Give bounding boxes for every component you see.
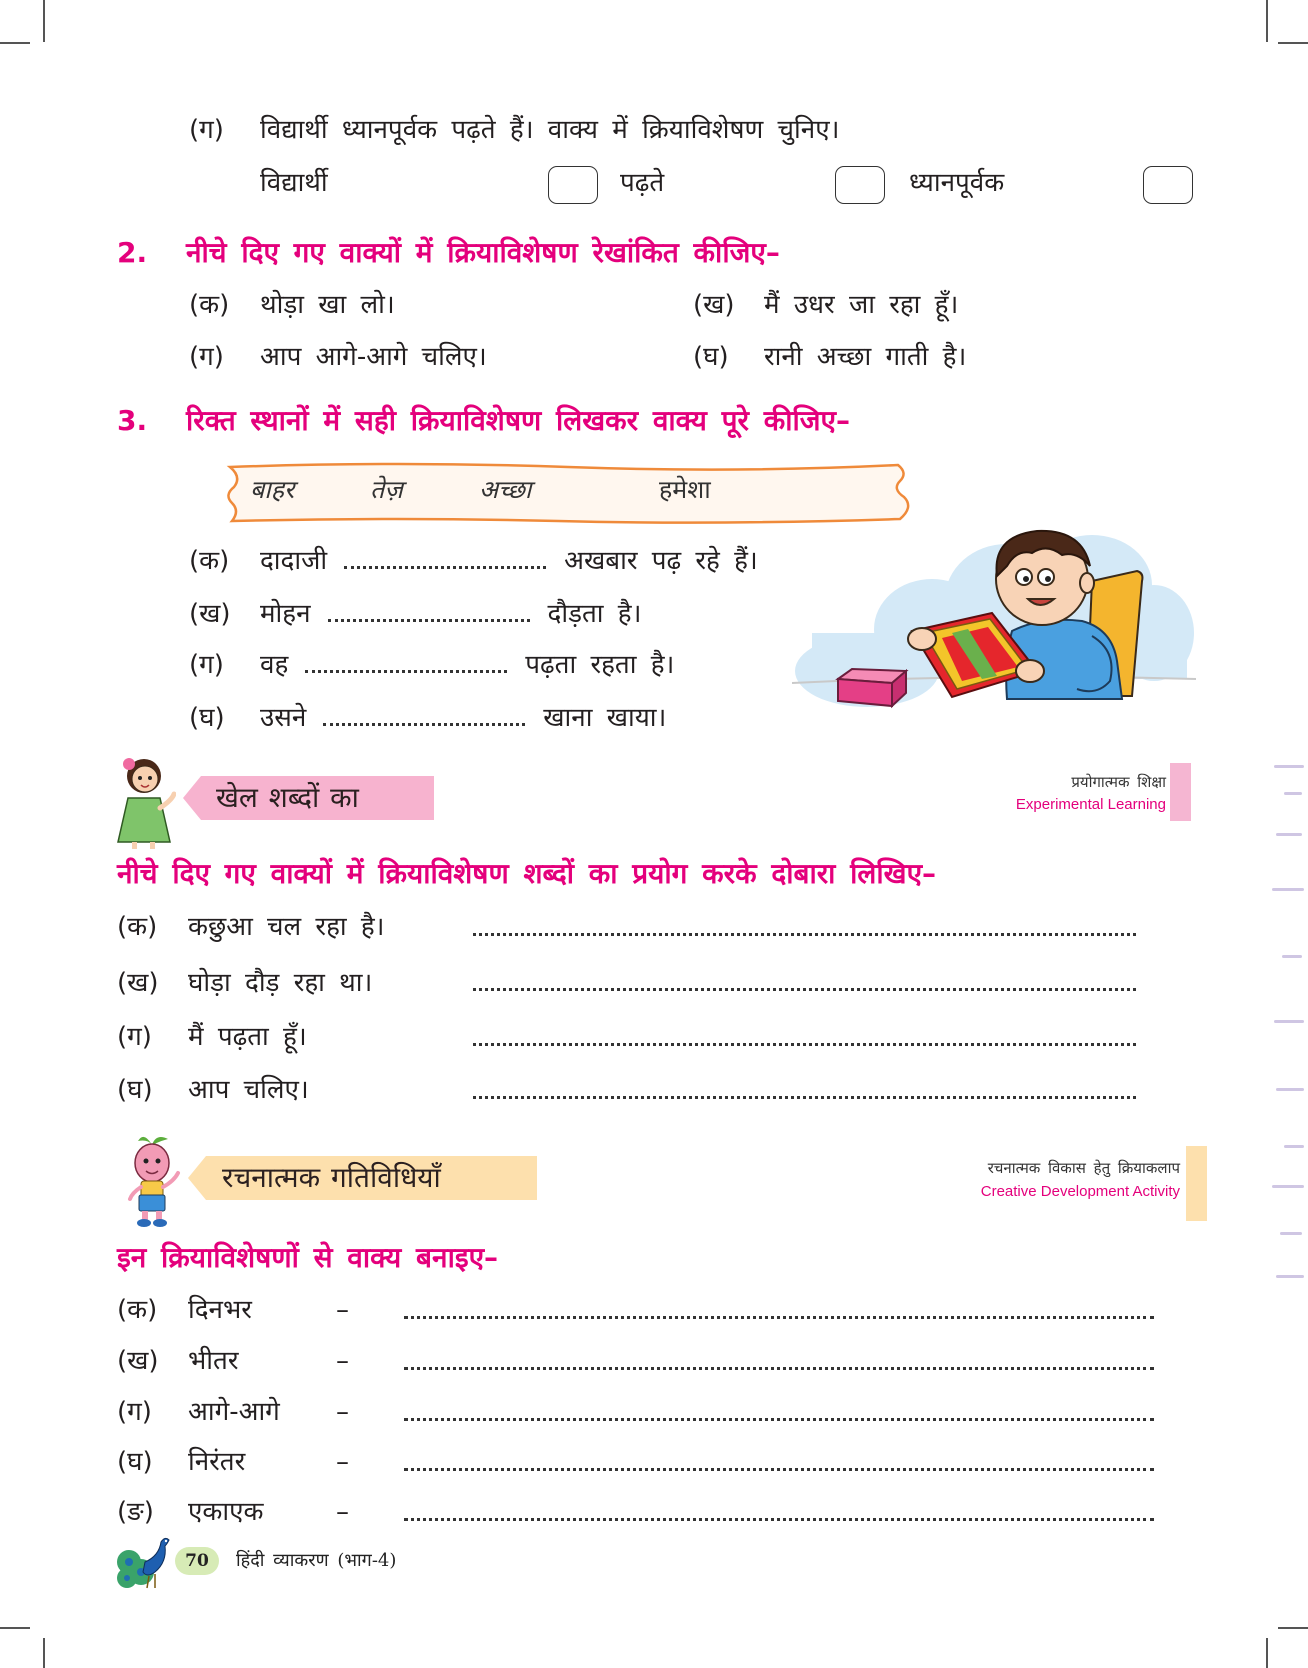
option-3-answer-box[interactable]: [1143, 166, 1193, 204]
option-1-answer-box[interactable]: [548, 166, 598, 204]
word-bank-frame: [218, 459, 918, 525]
rachna-tag-english: Creative Development Activity: [980, 1183, 1180, 1200]
section-3-item-kha: [189, 596, 641, 632]
item-word: एकाएक: [188, 1497, 264, 1527]
fruit-kid-mascot-icon: [122, 1133, 182, 1228]
item-dash: –: [336, 1497, 349, 1527]
page-number: 70: [175, 1547, 219, 1575]
option-2-answer-box[interactable]: [835, 166, 885, 204]
fill-blank[interactable]: [323, 723, 525, 726]
margin-streak: [1276, 833, 1302, 836]
item-word: निरंतर: [188, 1447, 246, 1477]
item-label: (ख): [117, 1346, 159, 1376]
rachna-banner-title: रचनात्मक गतिविधियाँ: [222, 1161, 441, 1194]
rachna-item-ga: [117, 1394, 280, 1430]
margin-streak: [1284, 1145, 1304, 1148]
section-2-number: 2.: [117, 236, 148, 269]
item-label: (ख): [693, 290, 735, 320]
margin-streak: [1272, 888, 1304, 891]
write-line[interactable]: [404, 1518, 1154, 1521]
khel-tag-hindi: प्रयोगात्मक शिक्षा: [1071, 773, 1166, 791]
khel-item-ka: [117, 909, 385, 945]
write-line[interactable]: [404, 1367, 1154, 1370]
crop-mark-top-left-h: [0, 42, 30, 44]
section-2-item-kha: [693, 287, 958, 323]
item-label: (ग): [189, 342, 224, 372]
item-after: अखबार पढ़ रहे हैं।: [564, 546, 758, 576]
rachna-item-nga: [117, 1494, 263, 1530]
item-text: घोड़ा दौड़ रहा था।: [188, 968, 373, 998]
write-line[interactable]: [473, 1043, 1136, 1046]
margin-streak: [1280, 1232, 1302, 1235]
option-2-text: पढ़ते: [620, 168, 665, 198]
fill-blank[interactable]: [344, 566, 546, 569]
margin-streak: [1276, 1088, 1304, 1091]
margin-streak: [1272, 1185, 1304, 1188]
item-label: (ङ): [117, 1497, 154, 1527]
khel-heading: नीचे दिए गए वाक्यों में क्रियाविशेषण शब्दों का प्रयोग करके दोबारा लिखिए–: [117, 857, 937, 890]
item-dash: –: [336, 1397, 349, 1427]
item-word: भीतर: [188, 1346, 239, 1376]
question-g-text: विद्यार्थी ध्यानपूर्वक पढ़ते हैं। वाक्य में क्रियाविशेषण चुनिए।: [260, 115, 840, 145]
khel-banner-title: खेल शब्दों का: [216, 781, 359, 814]
write-line[interactable]: [404, 1316, 1154, 1319]
item-after: दौड़ता है।: [547, 599, 642, 629]
section-3-number: 3.: [117, 404, 148, 437]
option-3-text: ध्यानपूर्वक: [909, 168, 1005, 198]
item-before: दादाजी: [260, 546, 328, 576]
item-text: मैं उधर जा रहा हूँ।: [764, 290, 959, 320]
item-dash: –: [336, 1295, 349, 1325]
write-line[interactable]: [473, 988, 1136, 991]
option-1-text: विद्यार्थी: [260, 168, 328, 198]
item-text: रानी अच्छा गाती है।: [764, 342, 967, 372]
margin-streak: [1276, 1275, 1304, 1278]
khel-tag-english: Experimental Learning: [1015, 796, 1166, 813]
section-3-heading: रिक्त स्थानों में सही क्रियाविशेषण लिखकर वाक्य पूरे कीजिए–: [186, 404, 851, 437]
crop-mark-top-right-v: [1266, 0, 1268, 42]
crop-mark-top-left-v: [43, 0, 45, 42]
rachna-tag-hindi: रचनात्मक विकास हेतु क्रियाकलाप: [987, 1159, 1180, 1177]
rachna-item-ka: [117, 1292, 252, 1328]
fill-blank[interactable]: [305, 670, 507, 673]
item-text: मैं पढ़ता हूँ।: [188, 1022, 307, 1052]
book-title: हिंदी व्याकरण (भाग-4): [236, 1550, 397, 1571]
khel-tag-bar: [1170, 763, 1191, 821]
rachna-item-gha: [117, 1444, 245, 1480]
margin-streak: [1282, 955, 1302, 958]
crop-mark-top-right-h: [1278, 42, 1308, 44]
section-2-heading: नीचे दिए गए वाक्यों में क्रियाविशेषण रेखांकित कीजिए–: [186, 236, 780, 269]
khel-item-gha: [117, 1072, 309, 1108]
item-label: (ग): [117, 1397, 152, 1427]
crop-mark-bottom-right-h: [1278, 1627, 1308, 1629]
pink-box: [838, 669, 906, 706]
write-line[interactable]: [404, 1418, 1154, 1421]
item-label: (घ): [189, 703, 225, 733]
question-g: [189, 112, 839, 148]
item-after: पढ़ता रहता है।: [525, 650, 675, 680]
khel-item-kha: [117, 965, 372, 1001]
item-label: (क): [117, 1295, 158, 1325]
section-2-item-ka: [189, 287, 395, 323]
rachna-heading: इन क्रियाविशेषणों से वाक्य बनाइए–: [117, 1241, 499, 1274]
item-word: आगे-आगे: [188, 1397, 280, 1427]
margin-streak: [1274, 765, 1304, 768]
crop-mark-bottom-right-v: [1266, 1638, 1268, 1668]
crop-mark-bottom-left-v: [43, 1638, 45, 1668]
word-bank-word: तेज़: [370, 475, 403, 504]
word-bank-word: अच्छा: [479, 475, 532, 504]
item-dash: –: [336, 1447, 349, 1477]
item-before: वह: [260, 650, 289, 680]
fill-blank[interactable]: [328, 619, 530, 622]
item-label: (क): [189, 290, 230, 320]
girl-mascot-icon: [112, 750, 176, 850]
word-bank-word: बाहर: [250, 475, 295, 504]
peacock-icon: [115, 1532, 175, 1590]
item-text: थोड़ा खा लो।: [260, 290, 395, 320]
margin-streak: [1274, 1020, 1304, 1023]
section-2-item-gha: [693, 339, 966, 375]
section-3-item-gha: [189, 700, 666, 736]
item-before: उसने: [260, 703, 307, 733]
section-3-item-ga: [189, 647, 674, 683]
rachna-tag-bar: [1186, 1146, 1207, 1221]
item-before: मोहन: [260, 599, 311, 629]
word-bank-word: हमेशा: [659, 475, 711, 504]
margin-streak: [1284, 792, 1302, 795]
write-line[interactable]: [473, 1096, 1136, 1099]
item-text: आप चलिए।: [188, 1075, 309, 1105]
word-bank-box: [218, 459, 918, 525]
item-word: दिनभर: [188, 1295, 252, 1325]
crop-mark-bottom-left-h: [0, 1627, 30, 1629]
item-label: (क): [189, 546, 230, 576]
section-2-item-ga: [189, 339, 487, 375]
item-text: आप आगे-आगे चलिए।: [260, 342, 487, 372]
item-label: (ख): [117, 968, 159, 998]
item-label: (क): [117, 912, 158, 942]
item-label: (घ): [117, 1075, 153, 1105]
rachna-item-kha: [117, 1343, 238, 1379]
section-3-item-ka: [189, 543, 758, 579]
item-label: (ग): [117, 1022, 152, 1052]
question-g-label: (ग): [189, 115, 224, 145]
write-line[interactable]: [404, 1468, 1154, 1471]
item-label: (घ): [693, 342, 729, 372]
item-label: (घ): [117, 1447, 153, 1477]
boy-reading-book-icon: [792, 521, 1196, 723]
item-after: खाना खाया।: [543, 703, 667, 733]
item-text: कछुआ चल रहा है।: [188, 912, 385, 942]
write-line[interactable]: [473, 933, 1136, 936]
khel-item-ga: [117, 1019, 307, 1055]
item-label: (ग): [189, 650, 224, 680]
item-dash: –: [336, 1346, 349, 1376]
item-label: (ख): [189, 599, 231, 629]
